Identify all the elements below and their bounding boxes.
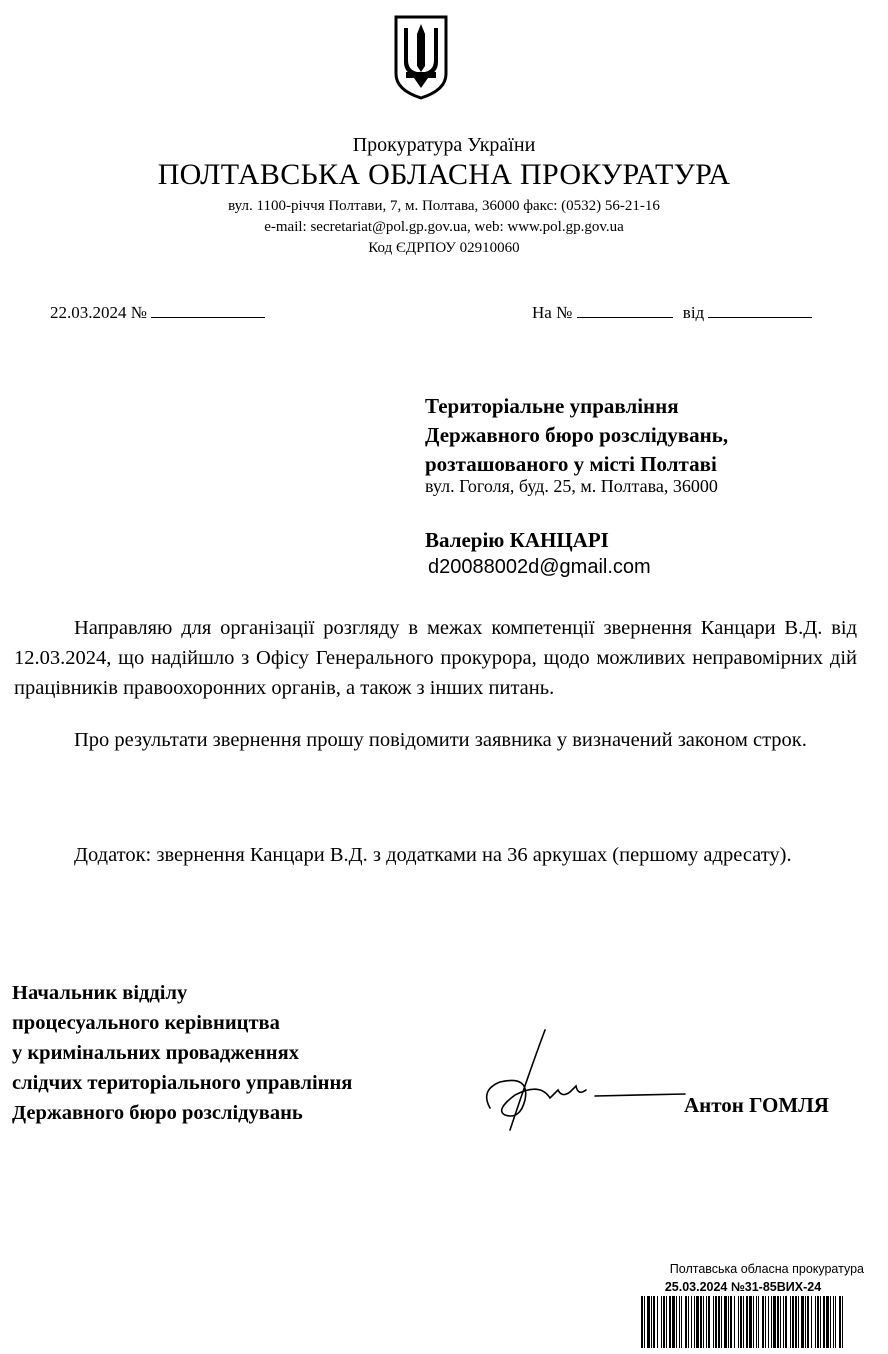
trident-coat-of-arms-icon xyxy=(392,14,450,100)
barcode-bar xyxy=(696,1296,699,1348)
barcode-bar xyxy=(815,1296,816,1348)
barcode-bar xyxy=(820,1296,821,1348)
recipient-line: Територіальне управління xyxy=(425,394,679,418)
barcode-bar xyxy=(685,1296,687,1348)
barcode-bar xyxy=(700,1296,702,1348)
barcode-bar xyxy=(833,1296,834,1348)
barcode-bar xyxy=(738,1296,739,1348)
barcode-bar xyxy=(718,1296,720,1348)
barcode-bar xyxy=(830,1296,831,1348)
body-paragraph: Направляю для організації розгляду в межах компетенції звернення Канцари В.Д. від 12.03.2024, що надійшло з Офісу Генерального прокурора, щодо можливих неправомірних дій працівників правоохоронних органів, а також з інших питань. xyxy=(14,617,857,699)
attachment-note: Додаток: звернення Канцари В.Д. з додатками на 36 аркушах (першому адресату). xyxy=(74,844,792,866)
barcode-bar xyxy=(798,1296,799,1348)
barcode-bar xyxy=(801,1296,804,1348)
barcode-bar xyxy=(749,1296,752,1348)
barcode-bar xyxy=(703,1296,704,1348)
barcode-bar xyxy=(676,1296,677,1348)
barcode-bar xyxy=(777,1296,779,1348)
barcode-bar xyxy=(713,1296,714,1348)
agency-name: Прокуратура України xyxy=(352,134,536,156)
barcode-bar xyxy=(669,1296,671,1348)
office-contacts: e-mail: secretariat@pol.gp.gov.ua, web: www.pol.gp.gov.ua xyxy=(264,219,624,235)
barcode-bar xyxy=(681,1296,682,1348)
barcode-bar xyxy=(734,1296,735,1348)
barcode-bar xyxy=(663,1296,665,1348)
from-date-blank xyxy=(708,302,812,318)
barcode-bar xyxy=(661,1296,662,1348)
barcode-bar xyxy=(657,1296,658,1348)
barcode-bar xyxy=(691,1296,692,1348)
barcode-bar xyxy=(688,1296,689,1348)
barcode-bar xyxy=(641,1296,643,1348)
barcode-bar xyxy=(653,1296,655,1348)
barcode-bar xyxy=(792,1296,794,1348)
barcode-bar xyxy=(756,1296,757,1348)
barcode-bar xyxy=(721,1296,722,1348)
outgoing-reference xyxy=(50,302,265,323)
recipient-line: Державного бюро розслідувань, xyxy=(425,423,729,447)
barcode-bar xyxy=(773,1296,776,1348)
barcode-bar xyxy=(783,1296,784,1348)
handwritten-signature xyxy=(470,1020,690,1150)
barcode-bar xyxy=(743,1296,744,1348)
barcode-bar xyxy=(708,1296,710,1348)
barcode-bar xyxy=(785,1296,787,1348)
barcode-bar xyxy=(795,1296,797,1348)
barcode-bar xyxy=(839,1296,841,1348)
barcode-bar xyxy=(826,1296,829,1348)
barcode-bar xyxy=(817,1296,819,1348)
barcode-bar xyxy=(765,1296,766,1348)
barcode-bar xyxy=(679,1296,680,1348)
signatory-title-line: Начальник відділу xyxy=(12,982,188,1004)
barcode-bar xyxy=(666,1296,667,1348)
barcode-bar xyxy=(835,1296,836,1348)
barcode-bar xyxy=(762,1296,764,1348)
in-reply-label: На № xyxy=(532,303,573,322)
barcode-bar xyxy=(753,1296,754,1348)
barcode-bar xyxy=(644,1296,645,1348)
recipient-address: вул. Гоголя, буд. 25, м. Полтава, 36000 xyxy=(425,476,718,496)
recipient-person: Валерію КАНЦАРІ xyxy=(425,528,609,552)
barcode-bar xyxy=(811,1296,812,1348)
barcode-bar xyxy=(771,1296,772,1348)
signatory-title xyxy=(12,978,352,1128)
outgoing-date: 22.03.2024 № xyxy=(50,303,147,322)
barcode-bar xyxy=(715,1296,717,1348)
signatory-name: Антон ГОМЛЯ xyxy=(684,1093,829,1117)
barcode-bar xyxy=(790,1296,791,1348)
barcode-bar xyxy=(758,1296,759,1348)
signatory-title-line: у кримінальних провадженнях xyxy=(12,1042,299,1064)
in-reply-number-blank xyxy=(577,302,673,318)
recipient-block xyxy=(425,392,728,479)
barcode-bar xyxy=(694,1296,695,1348)
registration-number: 25.03.2024 №31-85ВИХ-24 xyxy=(664,1280,822,1294)
office-address: вул. 1100-річчя Полтави, 7, м. Полтава, 36000 факс: (0532) 56-21-16 xyxy=(228,198,660,214)
signatory-title-line: процесуального керівництва xyxy=(12,1012,280,1034)
barcode-bar xyxy=(823,1296,825,1348)
barcode-bar xyxy=(740,1296,742,1348)
barcode-bar xyxy=(706,1296,707,1348)
barcode-bar xyxy=(651,1296,652,1348)
barcode-bar xyxy=(807,1296,809,1348)
office-name: ПОЛТАВСЬКА ОБЛАСНА ПРОКУРАТУРА xyxy=(157,158,731,191)
from-label: від xyxy=(682,303,705,322)
barcode-bar xyxy=(805,1296,806,1348)
signatory-title-line: слідчих територіального управління xyxy=(12,1072,353,1094)
incoming-reference xyxy=(532,302,812,323)
recipient-email[interactable]: d20088002d@gmail.com xyxy=(428,556,651,578)
barcode-bar xyxy=(842,1296,843,1348)
barcode-bar xyxy=(728,1296,729,1348)
barcode-bar xyxy=(730,1296,732,1348)
barcode-bar xyxy=(672,1296,675,1348)
barcode-bar xyxy=(768,1296,769,1348)
recipient-line: розташованого у місті Полтаві xyxy=(425,452,717,476)
barcode-bar xyxy=(647,1296,650,1348)
barcode xyxy=(640,1296,846,1348)
registration-office: Полтавська обласна прокуратура xyxy=(669,1262,864,1276)
barcode-bar xyxy=(724,1296,727,1348)
outgoing-number-blank xyxy=(151,302,265,318)
barcode-bar xyxy=(780,1296,781,1348)
signatory-title-line: Державного бюро розслідувань xyxy=(12,1102,303,1124)
body-paragraph: Про результати звернення прошу повідомити заявника у визначений законом строк. xyxy=(74,729,807,751)
barcode-bar xyxy=(746,1296,748,1348)
office-edrpou: Код ЄДРПОУ 02910060 xyxy=(368,240,520,256)
